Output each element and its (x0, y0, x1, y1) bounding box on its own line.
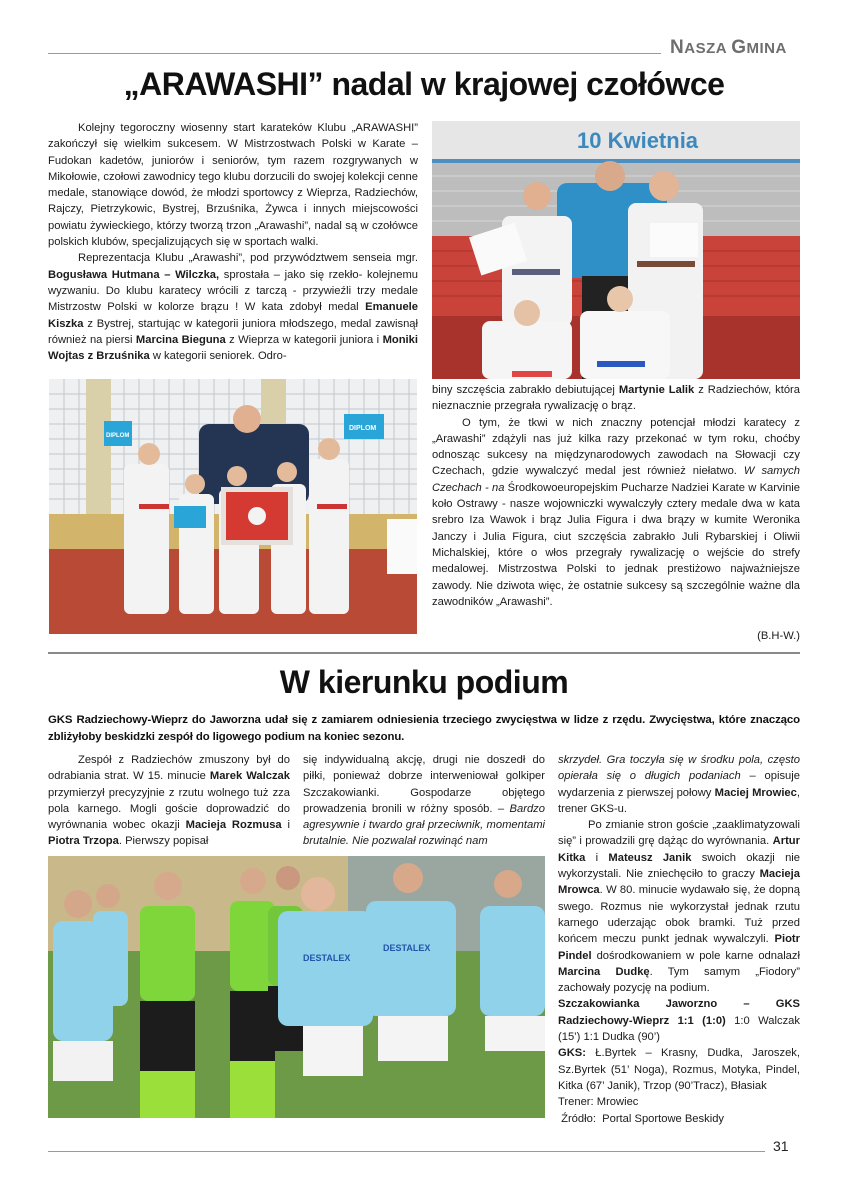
match-score-bold: Szczakowianka Jaworzno – GKS Radziechowy-Wieprz 1:1 (1:0) (558, 998, 800, 1027)
article2-lead: GKS Radziechowy-Wieprz do Jaworzna udał się z zamiarem odniesienia trzeciego zwycięstwa w lidze z rzędu. Zwycięstwa, które znacząco zbliżyłoby beskidzki zespół do ligowego podium na koniec sezonu. (48, 714, 800, 743)
masthead-cap: G (731, 37, 747, 58)
text: O tym, że tkwi w nich znaczny potencjał młodzi karatecy z „Arawashi” zdążyli nas już kilka razy przekonać w tym roku, choćby odnosząc sukcesy na międzynarodowych zawodach na Słowacji czy Czechach, gdzie wywalczyć medal jest również niełatwo. (432, 416, 800, 478)
svg-text:10 Kwietnia: 10 Kwietnia (577, 128, 699, 153)
text-italic: skrzydeł. Gra toczyła się w środku pola, często opierała się o długich podaniach (558, 754, 800, 783)
text-italic: W samych Czechach - na (432, 465, 800, 494)
name-bold: Bogusława Hutmana – Wilczka, (48, 268, 220, 281)
text: , trener GKS-u. (558, 786, 800, 815)
text: się indywidualną akcję, drugi nie doszedł do piłki, ponieważ dobrze interweniował golkiper Szczakowianki. Gospodarze objętego prowadzenia bronili w różny sposób. – (303, 754, 545, 815)
name-bold: Piotra Trzopa (48, 835, 119, 848)
karate-podium-image (432, 121, 800, 379)
football-players-image (48, 856, 545, 1118)
text: . W 80. minucie wydawało się, że dopną swego. Rozmus nie wykorzystał jednak rzutu karnego uderzając obok bramki. Tuż przed końcem meczu punkt jednak wywalczyli. (558, 884, 800, 946)
name-bold: Emanuele Kiszka (48, 301, 418, 330)
goal-scorers: 1:0 Walczak (15’) 1:1 Dudka (90’) (558, 1014, 800, 1044)
photo-football-handshake (48, 856, 545, 1118)
article2-col2 (303, 752, 545, 850)
text: Po zmianie stron goście „zaaklimatyzowali się” i prowadzili grę dążąc do wyrównania. (558, 819, 800, 848)
paragraph (558, 752, 800, 817)
paragraph (432, 382, 800, 415)
text: biny szczęścia zabrakło debiutującej (432, 384, 619, 396)
author-signature: (B.H-W.) (757, 630, 800, 643)
text: Środkowoeuropejskim Pucharze Nadziei Karate w Karvinie koło Ostrawy - nasze wojowniczki wywalczyły cztery medale dwa w kata srebro Iza Wawok i brąz Julia Figura i dwa brązy w kumite Weronika Janczy i Julia Figura, ciut szczęścia zabrakło Juli Rybarskiej i Oliwii Michalskiej, które o włos przegrały rywalizację o wejście do strefy medalowej. Mistrzostwa Polski to jednak prestiżowo najważniejsze zawody. Nie dziwota więc, że ostatnie sukcesy są szczególnie ważne dla zawodników „Arawashi”. (432, 481, 800, 608)
svg-text:DIPLOM: DIPLOM (106, 433, 130, 439)
header-rule (48, 53, 661, 54)
paragraph: Kolejny tegoroczny wiosenny start karateków Klubu „ARAWASHI” zakończył się wielkim sukcesem. W Mistrzostwach Polski w Karate – Fudokan kadetów, juniorów i seniorów, tym razem rozgrywanych w Mikołowie, czołowi zawodnicy tego klubu dorzucili do swojej kolekcji cenne medale, stanowiące dowód, że młodzi sportowcy z Wieprza, Radziechów, Rajczy, Pietrzykowic, Bystrej, Brzuśnika, Żywca i innych miejscowości powiatu żywieckiego, którzy tworzą trzon „Arawashi”, nadal są w czołówce polskich klubów, specjalizujących się w sportach walki. (48, 122, 418, 249)
name-bold: Moniki Wojtas z Brzuśnika (48, 333, 418, 363)
paragraph (303, 752, 545, 850)
name-bold: Marcina Dudkę (558, 965, 650, 978)
text: . Pierwszy popisał (118, 835, 209, 848)
text: z Wieprza w kategorii juniora i (225, 333, 383, 346)
photo-karate-podium (432, 121, 800, 379)
masthead-cap: N (670, 37, 685, 58)
text: z Radziechów, która nieznacznie przegrała rywalizację o brąz. (432, 384, 801, 413)
lineup-players: Ł.Byrtek – Krasny, Dudka, Jaroszek, Sz.Byrtek (51’ Noga), Rozmus, Motyka, Pindel, Kitka (67’ Janik), Trzop (90’Tracz), Błasiak (558, 1047, 800, 1092)
text: Reprezentacja Klubu „Arawashi”, pod przywództwem senseia mgr. (78, 252, 418, 265)
match-result (558, 996, 800, 1045)
text: . Tym samym „Fiodory” zachowały pozycję na podium. (558, 965, 800, 995)
text: i (585, 851, 609, 864)
article1-title: „ARAWASHI” nadal w krajowej czołówce (123, 66, 725, 102)
name-bold: Macieja Rozmusa (185, 819, 282, 832)
name-bold: Mateusz Janik (608, 851, 692, 864)
lineup-label: GKS: (558, 1047, 586, 1060)
name-bold: Piotr Pindel (558, 933, 800, 962)
name-bold: Macieja Mrowca (558, 868, 800, 897)
masthead (670, 37, 787, 59)
paragraph (432, 415, 800, 611)
paragraph (48, 250, 418, 364)
text: w kategorii seniorek. Odro- (149, 350, 287, 363)
text: dośrodkowaniem w pole karne odnalazł (591, 949, 800, 962)
masthead-text: MINA (746, 40, 787, 57)
paragraph (48, 752, 290, 850)
svg-text:DESTALEX: DESTALEX (303, 953, 351, 963)
text: i (281, 819, 291, 832)
footer-rule (48, 1151, 765, 1152)
photo-karate-kids-flag (49, 379, 417, 634)
article1-col2 (432, 382, 800, 644)
page-number: 31 (773, 1138, 789, 1154)
text: sprostała – jako się rzekło- kolejnemu wyzwaniu. Do klubu karatecy wrócili z tarczą - przywieźli trzy medale Mistrzostw Polski w kolorze brązu ! W kata zdobył medal (48, 268, 418, 314)
article2-col3 (558, 752, 800, 1127)
text-italic: Bardzo agresywnie i twardo grał przeciwnik, momentami brutalnie. Nie pozwalał rozwinąć nam (303, 802, 545, 848)
source-line: Źródło: Portal Sportowe Beskidy (558, 1112, 725, 1125)
text: – opisuje wydarzenia z pierwszej połowy (558, 770, 800, 799)
text: swoich okazji nie wykorzystali. Nie zniechęciło to graczy (558, 851, 800, 881)
paragraph (558, 817, 800, 996)
name-bold: Maciej Mrowiec (714, 786, 797, 799)
karate-kids-image (49, 379, 417, 634)
name-bold: Artur Kitka (558, 835, 800, 864)
article2-title: W kierunku podium (279, 664, 569, 700)
coach-line: Trener: Mrowiec (558, 1096, 639, 1109)
text: przymierzył precyzyjnie z rzutu wolnego tuż zza pola karnego. Mogli goście doprowadzić do wyrównania wobec okazji (48, 786, 290, 832)
svg-text:DESTALEX: DESTALEX (383, 943, 431, 953)
article1-col1 (48, 120, 418, 364)
article2-col1 (48, 752, 290, 850)
team-lineup (558, 1045, 800, 1094)
text: Zespół z Radziechów zmuszony był do odrabiania strat. W 15. minucie (48, 754, 290, 783)
section-divider (48, 652, 800, 654)
name-bold: Martynie Lalik (618, 384, 695, 396)
text: z Bystrej, startując w kategorii juniora młodszego, medal zawisnął również na piersi (48, 317, 418, 346)
name-bold: Marcina Bieguna (135, 333, 226, 346)
masthead-text: ASZA (684, 40, 727, 57)
name-bold: Marek Walczak (209, 770, 290, 783)
svg-text:DIPLOM: DIPLOM (349, 425, 377, 432)
